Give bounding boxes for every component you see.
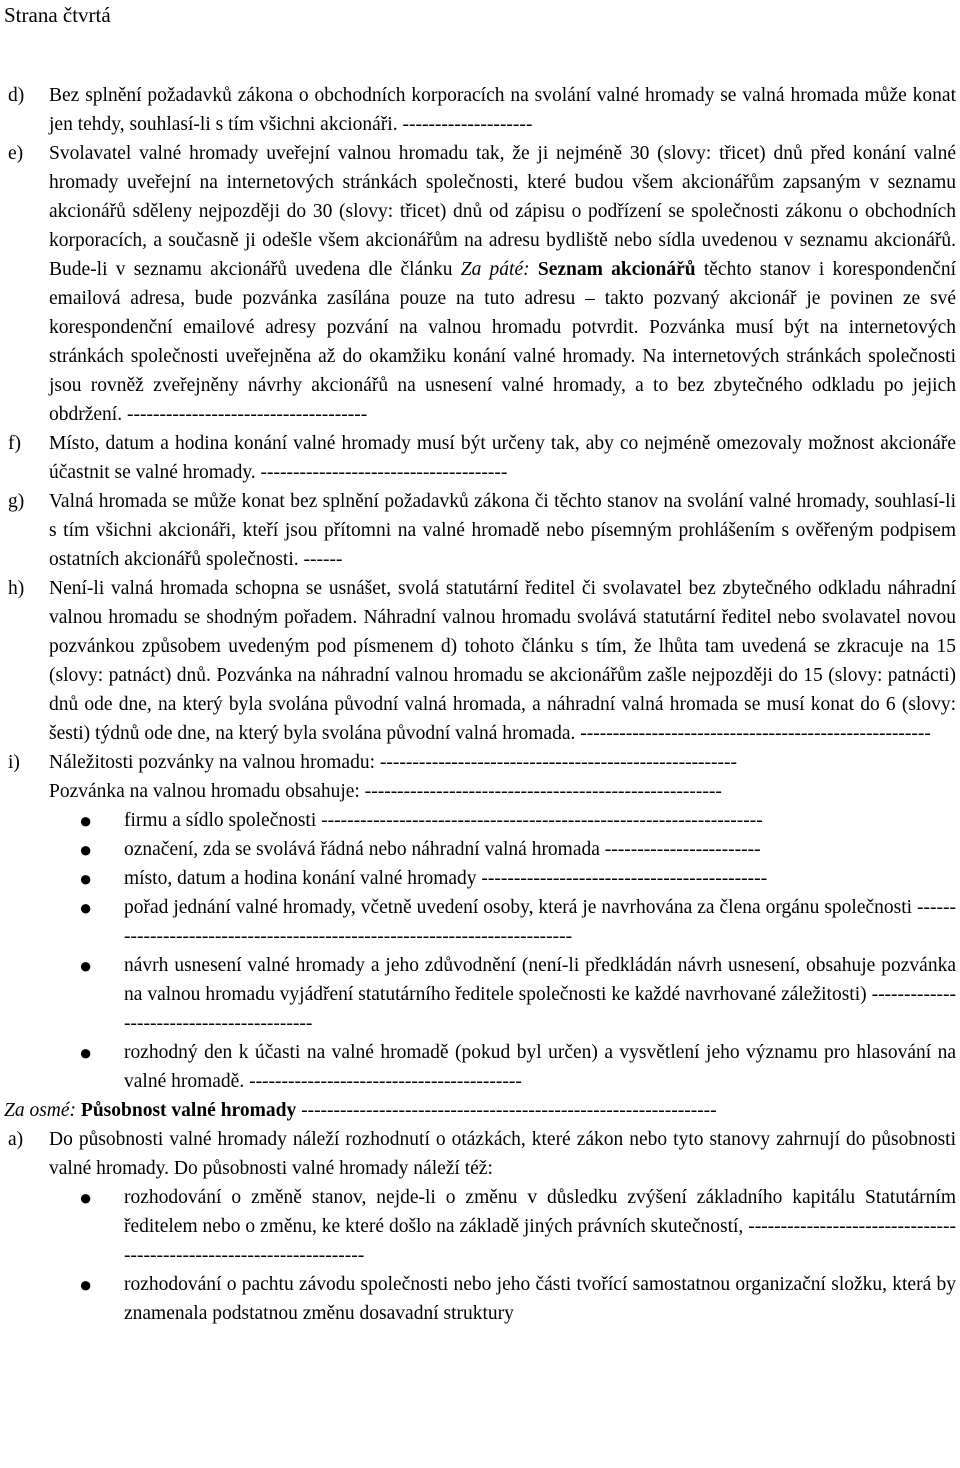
list-item (49, 951, 956, 1038)
bullet-icon: ● (79, 1272, 93, 1297)
section-rule: ---------------------------------------------------------------- (296, 1100, 717, 1121)
list-item-text: návrh usnesení valné hromady a jeho zdůvodnění (není-li předkládán návrh usnesení, obsahuje pozvánka na valnou hromadu vyjádření statutárního ředitele společnosti ke každé navrhované záležitosti) ------------------------------------------ (124, 955, 956, 1034)
bullet-icon: ● (79, 808, 93, 833)
clause-marker: d) (8, 85, 25, 106)
list-item (49, 1270, 956, 1328)
list-item-text: rozhodování o změně stanov, nejde-li o změnu v důsledku zvýšení základního kapitálu Statutárním ředitelem nebo o změnu, ke které došlo na základě jiných právních skutečností, --------------------------------------------------------------------- (124, 1187, 956, 1266)
list-item-text: firmu a sídlo společnosti -------------------------------------------------------------------- (124, 810, 763, 831)
clause-marker: h) (8, 578, 25, 599)
clause-marker: e) (8, 143, 24, 164)
clause-text (49, 139, 956, 429)
bullet-icon: ● (79, 895, 93, 920)
invitation-bullet-list (49, 806, 956, 1096)
bullet-icon: ● (79, 953, 93, 978)
clause-i (0, 748, 956, 777)
list-item-text: místo, datum a hodina konání valné hromady -------------------------------------------- (124, 868, 768, 889)
clause-text-part1: Svolavatel valné hromady uveřejní valnou hromadu tak, že ji nejméně 30 (slovy: třicet) dnů před konání valné hromady uveřejní na internetových stránkách společnosti, které budou všem akcionářům zapsaným v seznamu akcionářů sděleny nejpozději do 30 (slovy: třicet) dnů od zápisu o podřízení se společnosti zákonu o obchodních korporacích, a současně ji odešle všem akcionářům na adresu bydliště nebo sídla uvedenou v seznamu akcionářů. Bude-li v seznamu akcionářů uvedena dle článku (49, 143, 956, 280)
section-title: Působnost valné hromady (80, 1100, 297, 1121)
competence-bullet-list (49, 1183, 956, 1328)
list-item-text: pořad jednání valné hromady, včetně uvedení osoby, která je navrhována za člena orgánu společnosti --------------------------------------------------------------------------- (124, 897, 956, 947)
section-number: Za osmé: (4, 1100, 77, 1121)
list-item-text: rozhodný den k účasti na valné hromadě (pokud byl určen) a vysvětlení jeho významu pro hlasování na valné hromadě. ------------------------------------------ (124, 1042, 956, 1092)
clause-text: Valná hromada se může konat bez splnění požadavků zákona či těchto stanov na svolání valné hromady, souhlasí-li s tím všichni akcionáři, kteří jsou přítomni na valné hromadě nebo písemným prohlášením s ověřeným podpisem ostatních akcionářů společnosti. ------ (49, 491, 956, 570)
invitation-intro: Pozvánka na valnou hromadu obsahuje: ------------------------------------------------------- (49, 781, 722, 802)
clause-e (0, 139, 956, 429)
document-body (0, 81, 956, 1328)
clause-f (0, 429, 956, 487)
page-header: Strana čtvrtá (4, 3, 111, 27)
clause-text: Není-li valná hromada schopna se usnášet, svolá statutární ředitel či svolavatel bez zbytečného odkladu náhradní valnou hromadu se shodným pořadem. Náhradní valnou hromadu svolává statutární ředitel nebo svolavatel novou pozvánkou způsobem uvedeným pod písmenem d) tohoto článku s tím, že lhůta tam uvedená se zkracuje na 15 (slovy: patnáct) dnů. Pozvánka na náhradní valnou hromadu se akcionářům zašle nejpozději do 15 (slovy: patnácti) dnů ode dne, na který byla svolána původní valná hromada, a náhradní valná hromada se musí konat do 6 (slovy: šesti) týdnů ode dne, na který byla svolána původní valná hromada. ------------------------------------------------------ (49, 578, 956, 744)
section-heading (4, 1096, 956, 1125)
clause-text: Do působnosti valné hromady náleží rozhodnutí o otázkách, které zákon nebo tyto stanovy zahrnují do působnosti valné hromady. Do působnosti valné hromady náleží též: (49, 1129, 956, 1179)
bullet-icon: ● (79, 1185, 93, 1210)
clause-text: Náležitosti pozvánky na valnou hromadu: ------------------------------------------------------- (49, 752, 738, 773)
clause-marker: i) (8, 752, 20, 773)
clause-text-part2: těchto stanov i korespondenční emailová adresa, bude pozvánka zasílána pouze na tuto adresu – takto pozvaný akcionář je povinen ze své korespondenční emailové adresy pozvání na valnou hromadu potvrdit. Pozvánka musí být na internetových stránkách společnosti uveřejněna až do okamžiku konání valné hromady. Na internetových stránkách společnosti jsou rovněž zveřejněny návrhy akcionářů na usnesení valné hromady, a to bez zbytečného odkladu po jejich obdržení. ------------------------------------- (49, 259, 956, 425)
clause-marker: a) (8, 1129, 24, 1150)
list-item-text: označení, zda se svolává řádná nebo náhradní valná hromada ------------------------ (124, 839, 761, 860)
list-item (49, 806, 956, 835)
bullet-icon: ● (79, 1040, 93, 1065)
article-reference: Za páté: (460, 259, 530, 280)
clause-d (0, 81, 956, 139)
clause-text: Místo, datum a hodina konání valné hromady musí být určeny tak, aby co nejméně omezovaly možnost akcionáře účastnit se valné hromady. -------------------------------------- (49, 433, 956, 483)
list-item-text: rozhodování o pachtu závodu společnosti nebo jeho části tvořící samostatnou organizační složku, která by znamenala podstatnou změnu dosavadní struktury (124, 1274, 956, 1324)
bullet-icon: ● (79, 866, 93, 891)
clause-text: Bez splnění požadavků zákona o obchodních korporacích na svolání valné hromady se valná hromada může konat jen tehdy, souhlasí-li s tím všichni akcionáři. -------------------- (49, 85, 956, 135)
list-item (49, 1183, 956, 1270)
list-item (49, 893, 956, 951)
bullet-icon: ● (79, 837, 93, 862)
clause-marker: g) (8, 491, 25, 512)
clause-h (0, 574, 956, 748)
article-title-reference: Seznam akcionářů (537, 259, 696, 280)
list-item (49, 835, 956, 864)
list-item (49, 1038, 956, 1096)
section8-clause-a (0, 1125, 956, 1183)
clause-marker: f) (8, 433, 21, 454)
list-item (49, 864, 956, 893)
clause-g (0, 487, 956, 574)
